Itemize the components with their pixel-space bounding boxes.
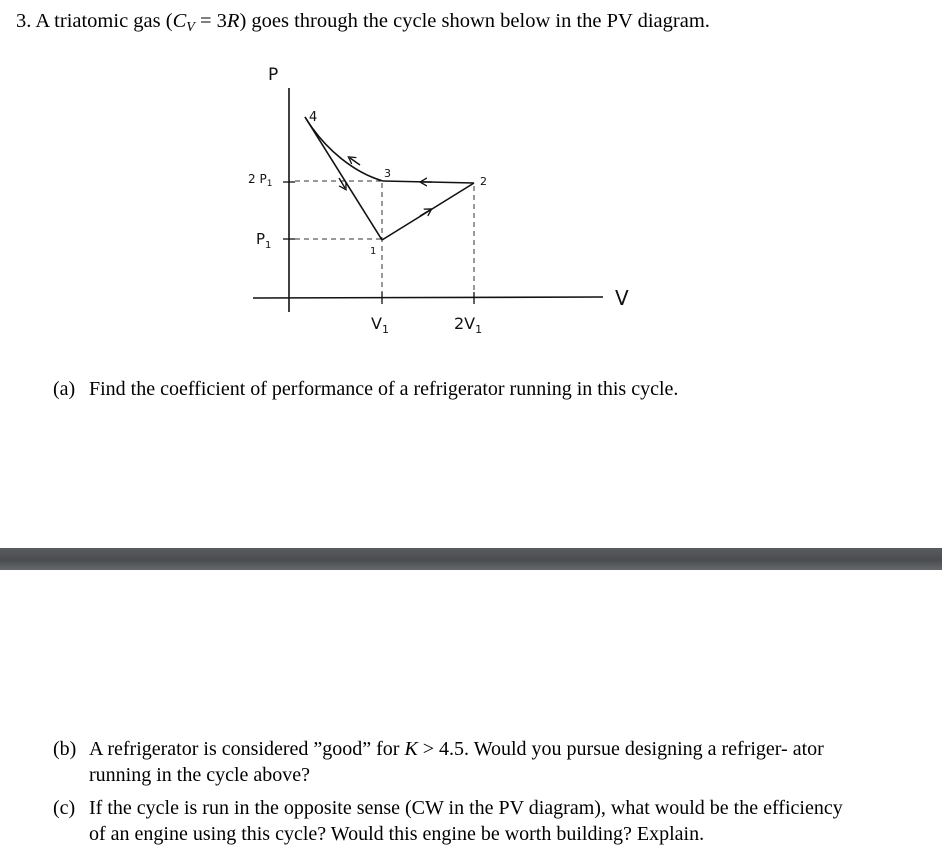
point-label-4: 4 — [309, 110, 318, 125]
tick-label-v1: $V_1$ — [371, 314, 389, 336]
part-c-label: (c) — [53, 797, 76, 819]
problem-intro-before: A triatomic gas ( — [35, 10, 173, 32]
part-c-text: If the cycle is run in the opposite sense (CW in the PV diagram), what would be the efficiency of an engine using this cycle? Would this engine be worth building? Explain. — [89, 797, 843, 845]
process-3-to-4 — [305, 117, 383, 181]
point-label-1: 1 — [370, 246, 377, 257]
cv-subscript: V — [186, 20, 195, 35]
part-b-text — [89, 736, 853, 788]
point-label-3: 3 — [384, 167, 391, 180]
cv-equals: = 3 — [194, 10, 227, 32]
cv-r: R — [226, 10, 240, 32]
part-b-label: (b) — [53, 738, 77, 760]
axis-p-label: P — [268, 65, 279, 85]
part-b-text-after: > 4.5. Would you pursue designing a refriger- ator running in the cycle above? — [89, 738, 824, 786]
tick-label-p1: $P_1$ — [256, 230, 272, 251]
part-b-k: K — [404, 738, 418, 760]
tick-label-2v1: $2V_1$ — [454, 314, 483, 336]
problem-intro-after: ) goes through the cycle shown below in the PV diagram. — [239, 10, 710, 32]
process-4-to-1 — [305, 117, 382, 240]
axis-v-label: V — [615, 286, 629, 310]
pv-diagram — [0, 0, 942, 370]
page-divider-bar — [0, 548, 942, 570]
tick-label-2p1: 2 $P_1$ — [248, 172, 273, 189]
point-label-2: 2 — [480, 175, 487, 188]
part-a-label: (a) — [53, 378, 76, 400]
volume-axis — [253, 297, 603, 298]
arrow-3-to-4 — [350, 158, 360, 165]
part-b-text-before: A refrigerator is considered ”good” for — [89, 738, 405, 760]
part-a-text: Find the coefficient of performance of a refrigerator running in this cycle. — [89, 378, 679, 400]
problem-number: 3. — [16, 10, 32, 32]
arrow-1-to-2 — [420, 210, 430, 216]
cv-symbol: C — [172, 10, 187, 32]
